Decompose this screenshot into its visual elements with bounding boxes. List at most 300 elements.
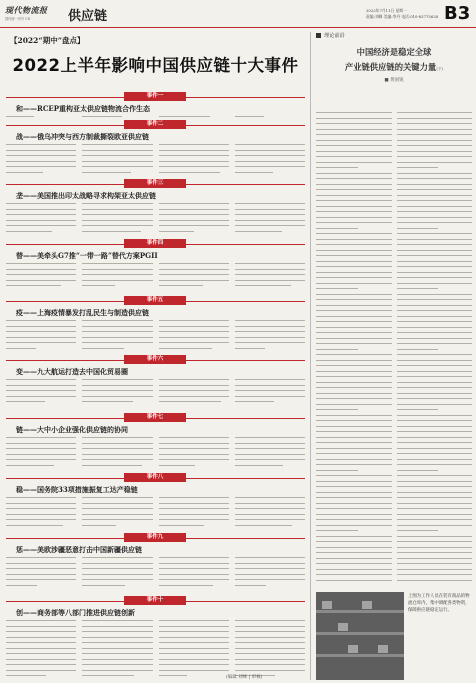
text-line: [235, 437, 305, 438]
text-line: [397, 558, 473, 559]
text-line: [235, 631, 305, 632]
event-title: 变——九大航运打造去中国化贸易圈: [16, 367, 128, 376]
text-line: [316, 569, 392, 570]
text-line: [316, 382, 392, 383]
text-line: [397, 305, 473, 306]
text-line: [159, 620, 229, 621]
text-line: [235, 514, 305, 515]
text-column: [6, 116, 76, 122]
text-line: [397, 233, 473, 234]
event-body: [6, 557, 305, 590]
text-line: [397, 514, 473, 515]
text-line: [6, 348, 36, 349]
text-line: [397, 167, 439, 168]
text-line: [316, 464, 392, 465]
shelf: [316, 632, 404, 635]
text-line: [159, 631, 229, 632]
text-line: [397, 250, 473, 251]
text-line: [316, 272, 392, 273]
text-line: [397, 294, 473, 295]
text-line: [397, 547, 473, 548]
text-line: [397, 200, 473, 201]
text-column: [159, 320, 229, 353]
footer-note: (编辑 刘峰 | 审核): [226, 675, 263, 680]
text-line: [159, 116, 211, 117]
text-line: [235, 670, 305, 671]
event-tag: 事件三: [124, 179, 186, 188]
text-column: [235, 379, 305, 407]
text-line: [235, 497, 305, 498]
text-line: [82, 225, 152, 226]
text-column: [235, 320, 305, 353]
event-tag: 事件七: [124, 413, 186, 422]
text-column: [235, 144, 305, 177]
text-line: [6, 155, 76, 156]
text-line: [235, 579, 305, 580]
text-line: [159, 675, 188, 676]
text-line: [6, 653, 76, 654]
text-line: [397, 316, 473, 317]
text-line: [235, 385, 305, 386]
text-line: [397, 195, 473, 196]
text-line: [316, 503, 392, 504]
text-line: [82, 642, 152, 643]
text-line: [6, 342, 76, 343]
text-line: [159, 385, 229, 386]
text-column: [397, 112, 473, 585]
text-line: [82, 585, 125, 586]
text-line: [82, 166, 152, 167]
text-line: [82, 116, 122, 117]
text-line: [235, 269, 305, 270]
text-line: [82, 390, 152, 391]
text-line: [6, 269, 76, 270]
text-line: [159, 263, 229, 264]
text-line: [159, 648, 229, 649]
text-line: [6, 274, 76, 275]
text-line: [316, 255, 392, 256]
text-line: [316, 316, 392, 317]
event-title: 替——美牵头G7推“一带一路”替代方案PGII: [16, 251, 158, 260]
text-line: [159, 155, 229, 156]
text-line: [6, 659, 76, 660]
text-column: [159, 557, 229, 590]
text-line: [6, 280, 76, 281]
text-line: [397, 277, 473, 278]
text-line: [316, 239, 392, 240]
text-line: [6, 574, 76, 575]
column-badge: [316, 32, 472, 39]
text-line: [316, 349, 358, 350]
text-line: [235, 274, 305, 275]
text-line: [159, 574, 229, 575]
text-line: [235, 525, 293, 526]
text-line: [316, 530, 358, 531]
text-line: [397, 288, 439, 289]
event-body: [6, 379, 305, 407]
text-line: [316, 354, 392, 355]
text-line: [159, 396, 229, 397]
text-line: [82, 574, 152, 575]
text-line: [159, 659, 229, 660]
text-line: [82, 326, 152, 327]
text-line: [6, 563, 76, 564]
text-line: [397, 217, 473, 218]
text-line: [82, 203, 152, 204]
text-line: [316, 415, 392, 416]
shelf: [316, 654, 404, 657]
text-line: [159, 203, 229, 204]
text-column: [159, 437, 229, 470]
text-line: [316, 365, 392, 366]
text-line: [6, 401, 45, 402]
text-line: [82, 670, 152, 671]
text-line: [82, 285, 114, 286]
text-line: [397, 530, 439, 531]
text-line: [235, 401, 274, 402]
text-column: [235, 263, 305, 291]
text-line: [316, 217, 392, 218]
text-line: [316, 376, 392, 377]
text-line: [397, 162, 473, 163]
text-line: [397, 371, 473, 372]
article-title-suffix: (下): [436, 67, 444, 71]
box: [338, 623, 348, 631]
text-line: [235, 448, 305, 449]
text-line: [397, 387, 473, 388]
text-line: [316, 475, 392, 476]
text-line: [397, 437, 473, 438]
text-line: [82, 274, 152, 275]
text-line: [159, 563, 229, 564]
text-line: [397, 327, 473, 328]
text-line: [316, 387, 392, 388]
text-line: [316, 327, 392, 328]
text-line: [316, 222, 392, 223]
text-line: [6, 648, 76, 649]
text-line: [316, 123, 392, 124]
text-line: [316, 206, 392, 207]
text-line: [316, 580, 392, 581]
text-line: [159, 525, 205, 526]
text-line: [82, 637, 152, 638]
newspaper-logo: 现代物流报: [5, 5, 48, 15]
text-line: [82, 280, 152, 281]
text-line: [82, 503, 152, 504]
text-line: [235, 574, 305, 575]
text-line: [6, 331, 76, 332]
text-line: [159, 220, 229, 221]
text-column: [6, 437, 76, 470]
text-line: [159, 626, 229, 627]
text-line: [316, 288, 358, 289]
text-line: [316, 189, 392, 190]
text-line: [316, 283, 392, 284]
text-line: [159, 161, 229, 162]
text-line: [397, 481, 473, 482]
text-line: [316, 277, 392, 278]
text-line: [82, 320, 152, 321]
text-line: [82, 209, 152, 210]
text-line: [6, 465, 54, 466]
text-line: [6, 626, 76, 627]
text-line: [82, 269, 152, 270]
text-line: [159, 326, 229, 327]
text-column: [82, 203, 152, 236]
text-line: [159, 519, 229, 520]
text-line: [6, 326, 76, 327]
event-title: 惩——美欧涉疆恶意打击中国新疆供应链: [16, 545, 142, 554]
text-line: [316, 250, 392, 251]
text-line: [397, 228, 439, 229]
text-line: [397, 118, 473, 119]
text-line: [397, 503, 473, 504]
text-line: [235, 203, 305, 204]
text-line: [235, 642, 305, 643]
photo-caption: 上图为工作人员在装有商品的物流仓库内，集中调配各类物资，保障供应链稳定运行。: [408, 594, 470, 613]
event-body: [6, 497, 305, 530]
page-number: B3: [444, 3, 471, 24]
text-line: [316, 393, 392, 394]
text-line: [397, 475, 473, 476]
event-body: [6, 263, 305, 291]
text-line: [82, 385, 152, 386]
text-line: [397, 151, 473, 152]
article-body: [316, 112, 472, 585]
text-line: [316, 343, 392, 344]
text-line: [316, 112, 392, 113]
text-line: [397, 376, 473, 377]
text-line: [235, 231, 282, 232]
text-line: [82, 631, 152, 632]
date-line: [366, 8, 444, 19]
text-line: [316, 508, 392, 509]
text-line: [397, 448, 473, 449]
text-line: [235, 585, 267, 586]
text-line: [235, 144, 305, 145]
text-line: [235, 390, 305, 391]
event-tag: 事件六: [124, 355, 186, 364]
event-title: 稳——国务院33项措施振复工达产稳链: [16, 485, 138, 494]
text-line: [82, 557, 152, 558]
event-tag: 事件八: [124, 473, 186, 482]
box: [348, 645, 358, 653]
text-line: [316, 305, 392, 306]
text-line: [6, 220, 76, 221]
event-body: [6, 203, 305, 236]
text-line: [397, 563, 473, 564]
text-line: [159, 454, 229, 455]
event-title: 链——大中小企业强化供应链的协同: [16, 425, 128, 434]
text-column: [235, 557, 305, 590]
text-line: [235, 557, 305, 558]
text-line: [397, 178, 473, 179]
text-line: [316, 398, 392, 399]
text-line: [6, 443, 76, 444]
text-column: [159, 203, 229, 236]
text-line: [316, 233, 392, 234]
text-line: [6, 585, 37, 586]
text-line: [82, 263, 152, 264]
text-line: [159, 337, 229, 338]
text-line: [397, 283, 473, 284]
text-line: [397, 420, 473, 421]
text-line: [82, 172, 131, 173]
text-line: [82, 579, 152, 580]
text-line: [82, 150, 152, 151]
text-line: [397, 552, 473, 553]
text-line: [316, 459, 392, 460]
event-title: 和——RCEP重构亚太供应链物流合作生态: [16, 104, 150, 113]
text-line: [6, 664, 76, 665]
text-line: [235, 503, 305, 504]
text-line: [82, 437, 152, 438]
text-line: [6, 150, 76, 151]
text-line: [6, 503, 76, 504]
text-line: [6, 675, 46, 676]
text-line: [6, 385, 76, 386]
text-line: [159, 437, 229, 438]
text-line: [397, 525, 473, 526]
text-line: [82, 659, 152, 660]
text-line: [316, 431, 392, 432]
text-line: [316, 167, 358, 168]
text-line: [159, 231, 194, 232]
text-line: [316, 574, 392, 575]
text-line: [235, 648, 305, 649]
text-line: [82, 519, 152, 520]
text-line: [397, 184, 473, 185]
text-line: [82, 396, 152, 397]
text-line: [159, 514, 229, 515]
text-line: [397, 299, 473, 300]
text-column: [82, 497, 152, 530]
text-line: [316, 437, 392, 438]
text-line: [397, 123, 473, 124]
text-line: [316, 294, 392, 295]
text-line: [159, 144, 229, 145]
text-column: [235, 497, 305, 530]
text-line: [6, 172, 43, 173]
text-line: [6, 620, 76, 621]
event-tag: 事件十: [124, 596, 186, 605]
event-title: 垄——美国推出印太战略寻求构架亚太供应链: [16, 191, 156, 200]
text-line: [82, 497, 152, 498]
text-line: [397, 156, 473, 157]
text-line: [235, 443, 305, 444]
text-line: [6, 203, 76, 204]
text-line: [397, 415, 473, 416]
text-line: [397, 112, 473, 113]
text-line: [397, 255, 473, 256]
text-line: [397, 382, 473, 383]
text-column: [82, 263, 152, 291]
right-article: [316, 32, 472, 83]
text-line: [235, 664, 305, 665]
text-line: [397, 173, 473, 174]
text-line: [159, 150, 229, 151]
text-line: [235, 465, 283, 466]
text-line: [397, 574, 473, 575]
text-line: [82, 465, 142, 466]
text-line: [397, 519, 473, 520]
masthead: [0, 0, 476, 28]
text-line: [82, 508, 152, 509]
article-author: ■ 黄国锐: [384, 78, 404, 83]
text-line: [159, 508, 229, 509]
article-title-text: 产业链供应链的关键力量: [344, 62, 437, 72]
text-line: [397, 360, 473, 361]
text-line: [6, 525, 63, 526]
text-line: [316, 525, 392, 526]
text-line: [159, 401, 222, 402]
text-line: [6, 161, 76, 162]
text-column: [82, 379, 152, 407]
text-column: [316, 112, 392, 585]
column-divider: [310, 32, 311, 680]
event-body: [6, 320, 305, 353]
text-line: [6, 214, 76, 215]
text-line: [6, 519, 76, 520]
text-line: [159, 459, 229, 460]
shelf: [316, 610, 404, 613]
text-line: [6, 508, 76, 509]
text-line: [235, 459, 305, 460]
text-line: [82, 525, 116, 526]
text-line: [316, 481, 392, 482]
text-line: [159, 285, 203, 286]
text-line: [397, 470, 439, 471]
text-line: [316, 541, 392, 542]
text-line: [316, 228, 358, 229]
left-article: [6, 32, 305, 76]
text-line: [235, 348, 265, 349]
text-line: [159, 269, 229, 270]
text-line: [6, 225, 76, 226]
text-line: [6, 390, 76, 391]
box: [378, 645, 388, 653]
text-column: [235, 116, 305, 122]
text-line: [235, 155, 305, 156]
text-line: [316, 338, 392, 339]
text-line: [235, 214, 305, 215]
warehouse-photo: [316, 592, 404, 680]
text-line: [397, 393, 473, 394]
text-line: [235, 225, 305, 226]
text-line: [397, 486, 473, 487]
text-line: [6, 116, 34, 117]
text-column: [6, 379, 76, 407]
text-line: [316, 470, 358, 471]
text-line: [397, 354, 473, 355]
text-line: [82, 337, 152, 338]
text-line: [82, 664, 152, 665]
text-line: [82, 653, 152, 654]
text-line: [235, 637, 305, 638]
text-line: [316, 332, 392, 333]
text-line: [235, 161, 305, 162]
text-line: [397, 569, 473, 570]
text-line: [6, 437, 76, 438]
text-line: [235, 166, 305, 167]
text-line: [82, 401, 133, 402]
text-line: [6, 579, 76, 580]
text-line: [316, 151, 392, 152]
text-line: [397, 134, 473, 135]
section-title: 供应链: [68, 9, 108, 24]
text-line: [316, 211, 392, 212]
text-line: [159, 637, 229, 638]
